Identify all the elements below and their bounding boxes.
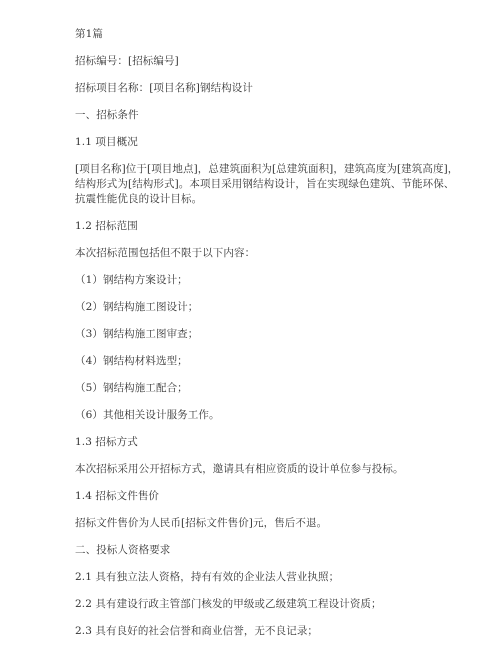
requirement-item: 2.2 具有建设行政主管部门核发的甲级或乙级建筑工程设计资质； (75, 598, 382, 610)
requirement-item: 2.3 具有良好的社会信誉和商业信誉，无不良记录； (75, 625, 319, 637)
subsection-heading: 1.1 项目概况 (75, 136, 138, 148)
tender-number: 招标编号：[招标编号] (75, 55, 179, 67)
subsection-heading: 1.2 招标范围 (75, 220, 138, 232)
paragraph-line: 抗震性能优良的设计目标。 (75, 193, 203, 205)
list-item: （4）钢结构材料选型； (75, 355, 188, 367)
paragraph-line: 结构形式为[结构形式]。本项目采用钢结构设计，旨在实现绿色建筑、节能环保、 (75, 178, 455, 190)
project-name: 招标项目名称：[项目名称]钢结构设计 (75, 82, 253, 94)
list-item: （5）钢结构施工配合； (75, 382, 188, 394)
list-item: （3）钢结构施工图审查； (75, 328, 199, 340)
requirement-item: 2.1 具有独立法人资格，持有有效的企业法人营业执照； (75, 571, 340, 583)
paragraph-line: 本次招标采用公开招标方式，邀请具有相应资质的设计单位参与投标。 (75, 463, 404, 475)
list-item: （6）其他相关设计服务工作。 (75, 409, 220, 421)
paragraph-line: 本次招标范围包括但不限于以下内容： (75, 247, 256, 259)
chapter-heading: 一、招标条件 (75, 109, 139, 121)
section-heading: 第1篇 (75, 28, 103, 40)
paragraph-line: [项目名称]位于[项目地点]，总建筑面积为[总建筑面积]，建筑高度为[建筑高度]， (75, 163, 459, 175)
chapter-heading: 二、投标人资格要求 (75, 544, 171, 556)
list-item: （1）钢结构方案设计； (75, 274, 188, 286)
paragraph-line: 招标文件售价为人民币[招标文件售价]元，售后不退。 (75, 517, 328, 529)
list-item: （2）钢结构施工图设计； (75, 301, 199, 313)
subsection-heading: 1.4 招标文件售价 (75, 490, 160, 502)
subsection-heading: 1.3 招标方式 (75, 436, 138, 448)
